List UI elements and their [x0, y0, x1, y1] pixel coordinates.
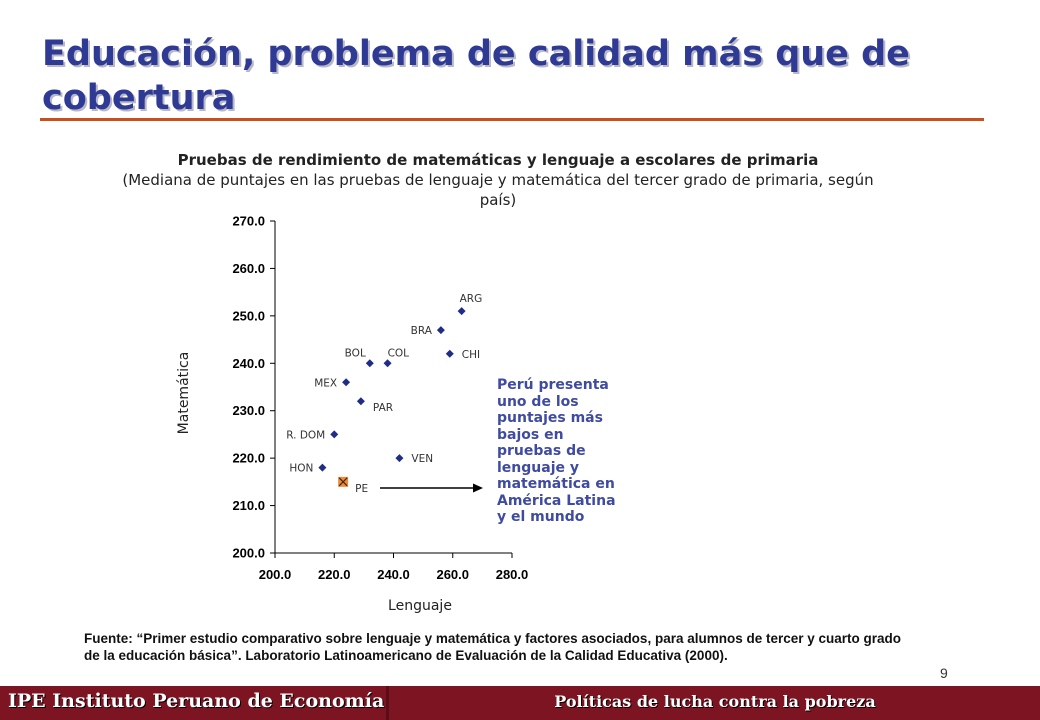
footer-brand: [8, 690, 384, 712]
data-label: ARG: [459, 293, 483, 306]
data-label: COL: [387, 347, 410, 360]
y-tick-label: 270.0: [232, 213, 265, 229]
data-label: HON: [289, 462, 314, 475]
x-tick-label: 240.0: [377, 567, 410, 582]
callout-text: Perú presenta uno de los puntajes más bajos en pruebas de lenguaje y matemática en América Latina y el mundo: [497, 377, 616, 525]
chart-points: [318, 307, 465, 487]
page-number: 9: [940, 665, 948, 681]
data-point: [318, 464, 326, 472]
data-point: [458, 307, 466, 315]
x-tick-label: 260.0: [436, 567, 470, 582]
slide-title: Educación, problema de calidad más que de cobertura: [42, 34, 910, 118]
footer-bar: [0, 686, 1040, 720]
y-axis-label: Matemática: [176, 351, 192, 435]
institute-name: Instituto Peruano de Economía: [52, 690, 385, 712]
data-label: PAR: [372, 402, 394, 415]
ipe-logo: IPE: [8, 690, 46, 712]
y-tick-label: 220.0: [232, 450, 265, 466]
data-point: [395, 454, 403, 462]
footer-divider: [386, 686, 389, 720]
footer-subtitle: Políticas de lucha contra la pobreza: [554, 692, 876, 711]
y-tick-label: 260.0: [232, 260, 265, 276]
data-point: [437, 326, 445, 334]
data-point: [357, 397, 365, 405]
chart-subtitle: (Mediana de puntajes en las pruebas de lenguaje y matemática del tercer grado de primaria, según país): [122, 171, 874, 209]
x-tick-label: 220.0: [317, 567, 351, 582]
data-label: VEN: [411, 453, 434, 466]
data-label: R. DOM: [286, 429, 326, 442]
y-tick-label: 230.0: [232, 403, 265, 419]
data-label: MEX: [314, 377, 338, 390]
data-point: [384, 359, 392, 367]
data-point: [330, 430, 338, 438]
callout-arrow-head: [473, 484, 483, 493]
x-axis-label: Lenguaje: [388, 598, 452, 614]
y-tick-label: 240.0: [232, 355, 265, 371]
data-label: BRA: [410, 325, 432, 338]
data-point: [366, 359, 374, 367]
data-label: CHI: [461, 348, 481, 361]
x-tick-label: 280.0: [495, 567, 529, 582]
source-note: Fuente: “Primer estudio comparativo sobre lenguaje y matemática y factores asociados, para alumnos de tercer y cuarto grado de la educación básica”. Laboratorio Latinoamericano de Evaluación de la Calidad Educativa (2000).: [84, 631, 902, 663]
y-tick-label: 200.0: [232, 545, 265, 561]
data-point: [446, 350, 454, 358]
data-point: [342, 378, 350, 386]
chart-point-labels: [286, 293, 482, 495]
chart-title: Pruebas de rendimiento de matemáticas y lenguaje a escolares de primaria: [177, 151, 819, 169]
chart-axes: [232, 214, 528, 583]
data-label: PE: [355, 482, 369, 495]
x-tick-label: 200.0: [258, 567, 292, 582]
y-tick-label: 250.0: [232, 308, 265, 324]
y-tick-label: 210.0: [232, 498, 265, 514]
data-label: BOL: [344, 347, 366, 360]
